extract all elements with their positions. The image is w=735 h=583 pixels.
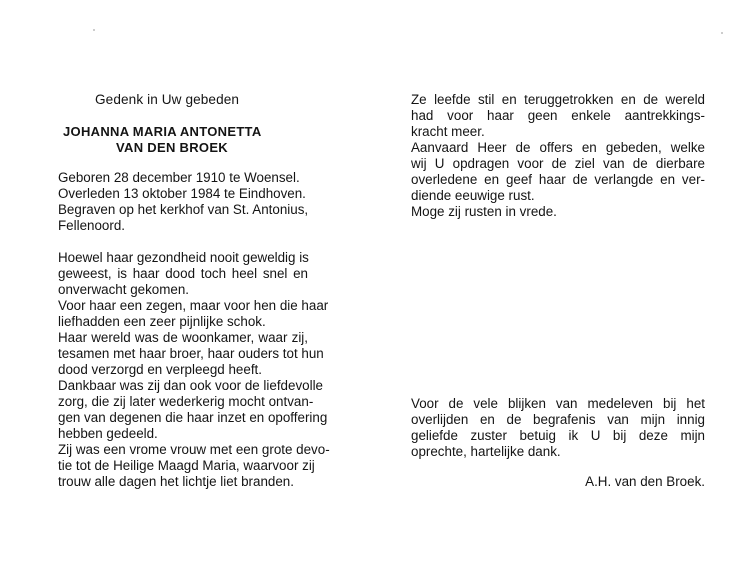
scan-speck (721, 32, 723, 34)
body-line: hebben gedeeld. (58, 426, 158, 441)
prayer-line: overledene en geef haar de verlangde en ver- (411, 172, 705, 187)
body-line: onverwacht gekomen. (58, 282, 190, 297)
body-line: tesamen met haar broer, haar ouders tot hun (58, 346, 324, 361)
body-line: trouw alle dagen het lichtje liet branden. (58, 474, 294, 489)
prayer-line: diende eeuwige rust. (411, 188, 535, 203)
body-line: gen van degenen die haar inzet en opoffering (58, 410, 328, 425)
scan-speck (93, 29, 95, 31)
prayer-line: Aanvaard Heer de offers en gebeden, welke (411, 140, 705, 155)
body-line: tie tot de Heilige Maagd Maria, waarvoor zij (58, 458, 315, 473)
thanks-line: Voor de vele blijken van medeleven bij het (411, 396, 705, 411)
body-line: zorg, die zij later wederkerig mocht ontvan- (58, 394, 314, 409)
thanks-line: overlijden en de begrafenis van mijn innig (411, 412, 705, 427)
deceased-name-line-2: VAN DEN BROEK (116, 140, 229, 155)
body-line: Zij was een vrome vrouw met een grote devo- (58, 442, 330, 457)
body-line: Voor haar een zegen, maar voor hen die haar (58, 298, 329, 313)
body-line: Haar wereld was de woonkamer, waar zij, (58, 330, 308, 345)
burial-place-line: Fellenoord. (58, 218, 125, 233)
prayer-line: kracht meer. (411, 124, 485, 139)
thanks-line: oprechte, hartelijke dank. (411, 444, 561, 459)
signature: A.H. van den Broek. (585, 474, 705, 489)
body-line: Dankbaar was zij dan ook voor de liefdevolle (58, 378, 323, 393)
prayer-line: wij U opdragen voor de ziel van de dierbare (411, 156, 705, 171)
deceased-name-line-1: JOHANNA MARIA ANTONETTA (63, 124, 262, 139)
burial-line: Begraven op het kerkhof van St. Antonius, (58, 202, 309, 217)
body-line: dood verzorgd en verpleegd heeft. (58, 362, 262, 377)
body-line: liefhadden een zeer pijnlijke schok. (58, 314, 266, 329)
card-heading: Gedenk in Uw gebeden (95, 92, 240, 107)
birth-line: Geboren 28 december 1910 te Woensel. (58, 170, 300, 185)
body-line: Hoewel haar gezondheid nooit geweldig is (58, 250, 309, 265)
death-line: Overleden 13 oktober 1984 te Eindhoven. (58, 186, 306, 201)
body-line: geweest, is haar dood toch heel snel en (58, 266, 308, 281)
prayer-line: Moge zij rusten in vrede. (411, 204, 557, 219)
prayer-line: Ze leefde stil en teruggetrokken en de wereld (411, 92, 705, 107)
thanks-line: geliefde zuster betuig ik U bij deze mijn (411, 428, 705, 443)
prayer-line: had voor haar geen enkele aantrekkings- (411, 108, 705, 123)
